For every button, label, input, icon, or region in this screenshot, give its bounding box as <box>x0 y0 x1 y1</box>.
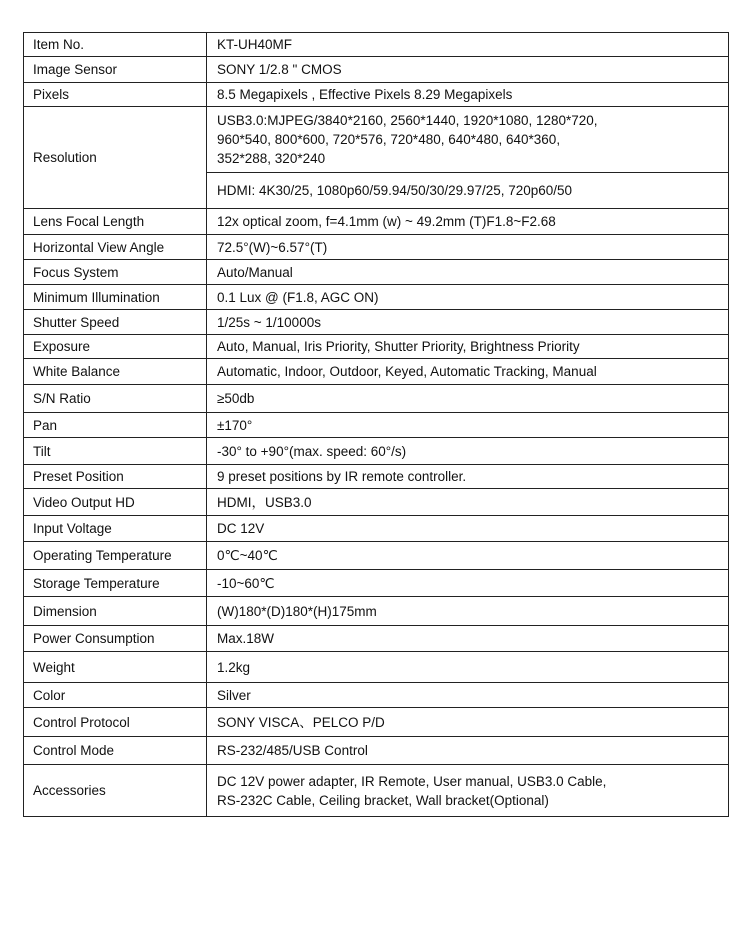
spec-value <box>207 765 729 817</box>
spec-label: Accessories <box>24 765 207 817</box>
spec-row <box>24 683 729 708</box>
spec-label: Resolution <box>24 107 207 209</box>
spec-row <box>24 260 729 285</box>
spec-row <box>24 57 729 83</box>
spec-label: Storage Temperature <box>24 570 207 597</box>
spec-label: Shutter Speed <box>24 310 207 335</box>
spec-value: RS-232/485/USB Control <box>207 737 729 765</box>
spec-value: SONY VISCA、PELCO P/D <box>207 708 729 737</box>
spec-label: Input Voltage <box>24 516 207 542</box>
spec-label: Item No. <box>24 33 207 57</box>
spec-value-line: RS-232C Cable, Ceiling bracket, Wall bracket(Optional) <box>217 792 549 808</box>
spec-value-line: 352*288, 320*240 <box>217 151 326 166</box>
spec-value: Max.18W <box>207 626 729 652</box>
spec-value-line: USB3.0:MJPEG/3840*2160, 2560*1440, 1920*1080, 1280*720, <box>217 113 598 128</box>
spec-value: 0℃~40℃ <box>207 542 729 570</box>
spec-row <box>24 310 729 335</box>
spec-value: ≥50db <box>207 385 729 413</box>
spec-label: Control Mode <box>24 737 207 765</box>
spec-value: Automatic, Indoor, Outdoor, Keyed, Automatic Tracking, Manual <box>207 359 729 385</box>
spec-table <box>23 32 729 817</box>
spec-value: Auto/Manual <box>207 260 729 285</box>
spec-label: Operating Temperature <box>24 542 207 570</box>
spec-row <box>24 235 729 260</box>
spec-label: Lens Focal Length <box>24 209 207 235</box>
spec-row <box>24 285 729 310</box>
spec-value: KT-UH40MF <box>207 33 729 57</box>
spec-value: ±170° <box>207 413 729 438</box>
spec-label: Power Consumption <box>24 626 207 652</box>
spec-row <box>24 359 729 385</box>
spec-row <box>24 335 729 359</box>
spec-row <box>24 209 729 235</box>
spec-label: Dimension <box>24 597 207 626</box>
spec-row <box>24 542 729 570</box>
spec-value: -10~60℃ <box>207 570 729 597</box>
spec-label: Preset Position <box>24 465 207 489</box>
spec-value: -30° to +90°(max. speed: 60°/s) <box>207 438 729 465</box>
spec-label: Weight <box>24 652 207 683</box>
spec-label: Tilt <box>24 438 207 465</box>
spec-label: Image Sensor <box>24 57 207 83</box>
spec-value: 1.2kg <box>207 652 729 683</box>
spec-label: Pixels <box>24 83 207 107</box>
spec-label: Video Output HD <box>24 489 207 516</box>
spec-value <box>207 107 729 173</box>
spec-label: Exposure <box>24 335 207 359</box>
spec-label: Horizontal View Angle <box>24 235 207 260</box>
spec-value: 72.5°(W)~6.57°(T) <box>207 235 729 260</box>
spec-row <box>24 489 729 516</box>
spec-value: Auto, Manual, Iris Priority, Shutter Priority, Brightness Priority <box>207 335 729 359</box>
spec-value: 1/25s ~ 1/10000s <box>207 310 729 335</box>
spec-table-body <box>24 33 729 817</box>
spec-row <box>24 765 729 817</box>
spec-label: Focus System <box>24 260 207 285</box>
spec-row <box>24 33 729 57</box>
spec-label: Control Protocol <box>24 708 207 737</box>
spec-value: Silver <box>207 683 729 708</box>
spec-row <box>24 413 729 438</box>
spec-value-line: HDMI: 4K30/25, 1080p60/59.94/50/30/29.97/25, 720p60/50 <box>217 183 573 198</box>
spec-value: DC 12V <box>207 516 729 542</box>
spec-row <box>24 83 729 107</box>
spec-row <box>24 570 729 597</box>
spec-label: S/N Ratio <box>24 385 207 413</box>
spec-row <box>24 597 729 626</box>
spec-value: 9 preset positions by IR remote controller. <box>207 465 729 489</box>
spec-label: Color <box>24 683 207 708</box>
spec-row <box>24 438 729 465</box>
spec-value: HDMI，USB3.0 <box>207 489 729 516</box>
spec-row <box>24 652 729 683</box>
spec-value-line: 960*540, 800*600, 720*576, 720*480, 640*480, 640*360, <box>217 132 561 147</box>
spec-row <box>24 107 729 173</box>
spec-label: Pan <box>24 413 207 438</box>
spec-row <box>24 465 729 489</box>
spec-row <box>24 708 729 737</box>
spec-label: Minimum Illumination <box>24 285 207 310</box>
spec-value <box>207 173 729 209</box>
spec-row <box>24 626 729 652</box>
spec-row <box>24 737 729 765</box>
spec-row <box>24 516 729 542</box>
spec-label: White Balance <box>24 359 207 385</box>
spec-row <box>24 385 729 413</box>
spec-value: SONY 1/2.8 " CMOS <box>207 57 729 83</box>
spec-value: 8.5 Megapixels , Effective Pixels 8.29 Megapixels <box>207 83 729 107</box>
spec-value: 0.1 Lux @ (F1.8, AGC ON) <box>207 285 729 310</box>
spec-value-line: DC 12V power adapter, IR Remote, User manual, USB3.0 Cable, <box>217 773 607 789</box>
spec-value: (W)180*(D)180*(H)175mm <box>207 597 729 626</box>
spec-value: 12x optical zoom, f=4.1mm (w) ~ 49.2mm (T)F1.8~F2.68 <box>207 209 729 235</box>
